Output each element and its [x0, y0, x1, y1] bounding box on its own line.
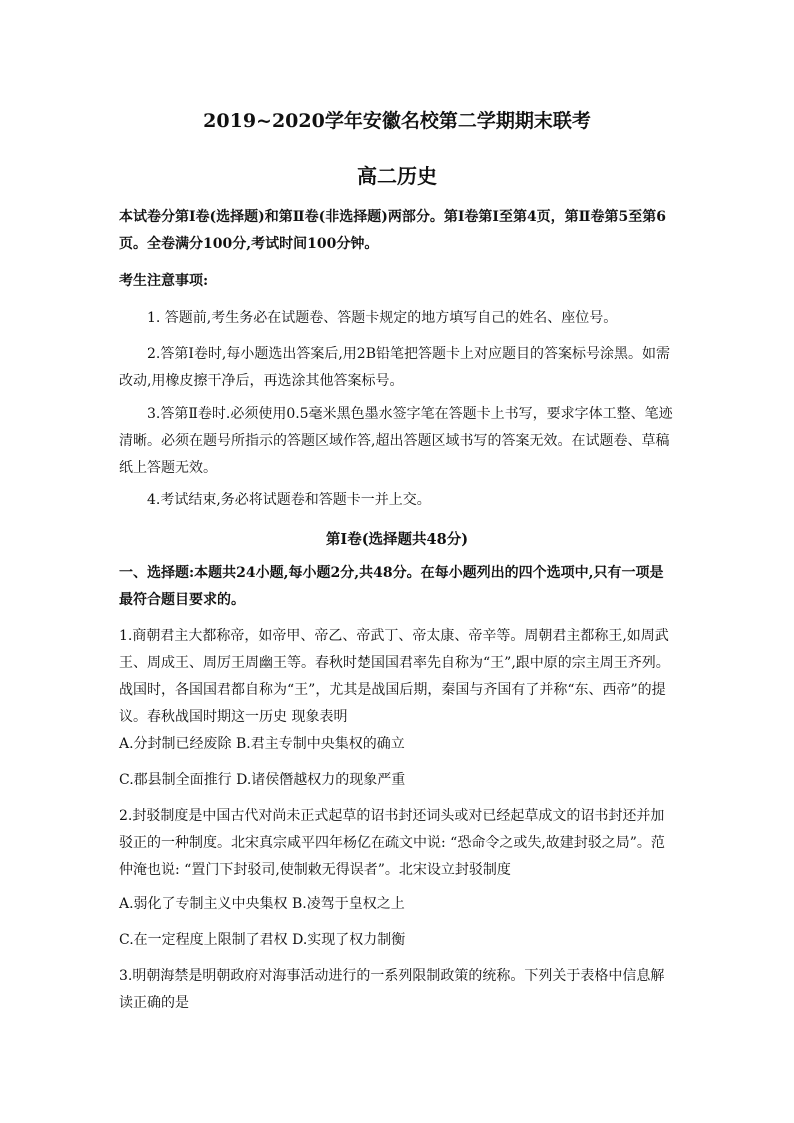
notice-heading: 考生注意事项: — [119, 273, 209, 289]
notice-item-3: 3.答第Ⅱ卷时.必须使用0.5毫米黑色墨水签字笔在答题卡上书写，要求字体工整、笔迹清晰。必须在题号所指示的答题区域作答,超出答题区域书写的答案无效。在试题卷、草稿纸上答题无效。 — [119, 406, 673, 476]
exam-subject: 高二历史 — [357, 164, 437, 188]
notice-item-1: 1. 答题前,考生务必在试题卷、答题卡规定的地方填写自己的姓名、座位号。 — [147, 310, 618, 326]
question-3-stem: 3.明朝海禁是明朝政府对海事活动进行的一系列限制政策的统称。下列关于表格中信息解读正确的是 — [119, 968, 665, 1011]
notice-item-2: 2.答第Ⅰ卷时,每小题选出答案后,用2B铅笔把答题卡上对应题目的答案标号涂黑。如需改动,用橡皮擦干净后，再选涂其他答案标号。 — [119, 346, 670, 389]
question-2-stem: 2.封驳制度是中国古代对尚未正式起草的诏书封还词头或对已经起草成文的诏书封还并加驳正的一种制度。北宋真宗咸平四年杨亿在疏文中说: “恐命令之或失,故建封驳之局”。范仲淹也说: “置门下封驳司,使制敕无得误者”。北宋设立封驳制度 — [119, 808, 665, 878]
question-1-options-ab: A.分封制已经废除 B.君主专制中央集权的确立 — [119, 736, 405, 752]
exam-title: 2019~2020学年安徽名校第二学期期末联考 — [203, 110, 591, 132]
question-2-options-ab: A.弱化了专制主义中央集权 B.凌驾于皇权之上 — [119, 896, 405, 912]
notice-item-4: 4.考试结束,务必将试题卷和答题卡一并上交。 — [147, 492, 431, 508]
question-1-options-cd: C.郡县制全面推行 D.诸侯僭越权力的现象严重 — [119, 772, 406, 788]
section-title: 第Ⅰ卷(选择题共48分) — [325, 531, 469, 548]
intro-paragraph: 本试卷分第Ⅰ卷(选择题)和第Ⅱ卷(非选择题)两部分。第Ⅰ卷第Ⅰ至第4页，第Ⅱ卷第5至第6页。全卷满分100分,考试时间100分钟。 — [119, 209, 666, 252]
section-instruction: 一、选择题:本题共24小题,每小题2分,共48分。在每小题列出的四个选项中,只有一项是最符合题目要求的。 — [119, 565, 664, 608]
question-2-options-cd: C.在一定程度上限制了君权 D.实现了权力制衡 — [119, 932, 406, 948]
question-1-stem: 1.商朝君主大都称帝，如帝甲、帝乙、帝武丁、帝太康、帝辛等。周朝君主都称王,如周武王、周成王、周厉王周幽王等。春秋时楚国国君率先自称为“王”,跟中原的宗主周王齐列。战国时，各国国君都自称为“王”，尤其是战国后期，秦国与齐国有了并称“东、西帝”的提议。春秋战国时期这一历史 现象表明 — [119, 628, 670, 725]
